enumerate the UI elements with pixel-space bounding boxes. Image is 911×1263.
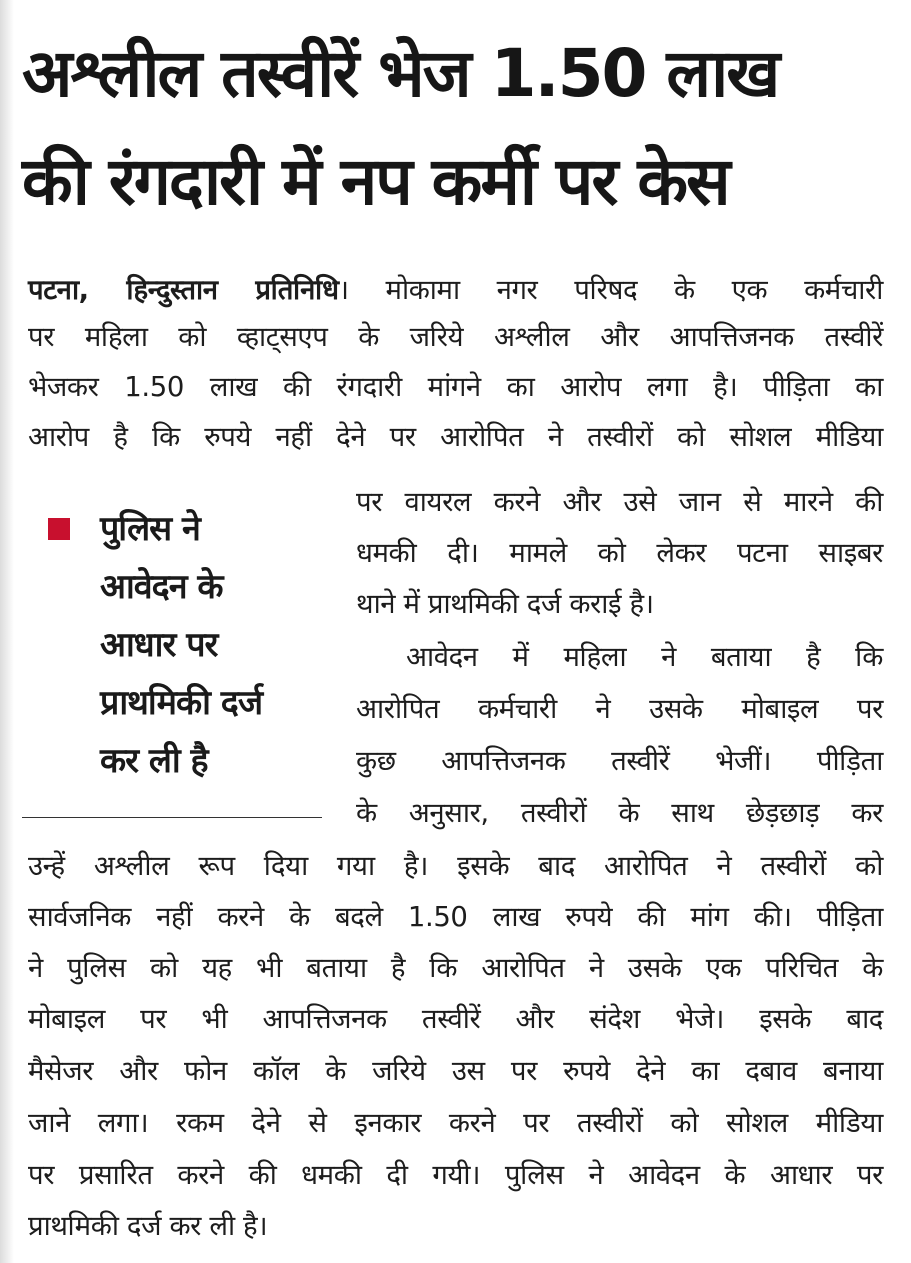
body-line: आरोपित कर्मचारी ने उसके मोबाइल पर [356, 693, 883, 725]
body-line: सार्वजनिक नहीं करने के बदले 1.50 लाख रुपये की मांग की। पीड़िता [28, 901, 883, 933]
square-bullet-icon [48, 518, 70, 540]
headline-line-2: की रंगदारी में नप कर्मी पर केस [22, 143, 729, 220]
body-line: मोबाइल पर भी आपत्तिजनक तस्वीरें और संदेश भेजे। इसके बाद [28, 1003, 883, 1035]
body-line: पर महिला को व्हाट्सएप के जरिये अश्लील और आपत्तिजनक तस्वीरें [28, 321, 883, 353]
pull-quote-line: प्राथमिकी दर्ज [100, 683, 263, 723]
lead-text: । मोकामा नगर परिषद के एक कर्मचारी [338, 274, 883, 306]
body-line: उन्हें अश्लील रूप दिया गया है। इसके बाद आरोपित ने तस्वीरों को [28, 850, 883, 882]
headline-line-1: अश्लील तस्वीरें भेज 1.50 लाख [22, 35, 779, 112]
body-line: आवेदन में महिला ने बताया है कि [406, 641, 883, 673]
body-line: प्राथमिकी दर्ज कर ली है। [28, 1210, 268, 1242]
body-line: थाने में प्राथमिकी दर्ज कराई है। [356, 588, 654, 620]
pull-quote-line: कर ली है [100, 741, 208, 781]
pull-quote-divider [22, 817, 322, 818]
body-line: कुछ आपत्तिजनक तस्वीरें भेजीं। पीड़िता [356, 745, 883, 777]
lead-paragraph-line [28, 266, 883, 314]
pull-quote-line: पुलिस ने [100, 509, 200, 549]
body-line: धमकी दी। मामले को लेकर पटना साइबर [356, 537, 883, 569]
body-line: पर वायरल करने और उसे जान से मारने की [356, 486, 883, 518]
body-line: पर प्रसारित करने की धमकी दी गयी। पुलिस ने आवेदन के आधार पर [28, 1159, 883, 1191]
body-line: भेजकर 1.50 लाख की रंगदारी मांगने का आरोप लगा है। पीड़िता का [28, 371, 883, 403]
body-line: जाने लगा। रकम देने से इनकार करने पर तस्वीरों को सोशल मीडिया [28, 1107, 883, 1139]
pull-quote-line: आवेदन के [100, 567, 223, 607]
body-line: मैसेजर और फोन कॉल के जरिये उस पर रुपये देने का दबाव बनाया [28, 1055, 883, 1087]
pull-quote-line: आधार पर [100, 625, 218, 665]
dateline: पटना, हिन्दुस्तान प्रतिनिधि [28, 274, 339, 306]
body-line: आरोप है कि रुपये नहीं देने पर आरोपित ने तस्वीरों को सोशल मीडिया [28, 421, 883, 453]
body-line: ने पुलिस को यह भी बताया है कि आरोपित ने उसके एक परिचित के [28, 952, 883, 984]
body-line: के अनुसार, तस्वीरों के साथ छेड़छाड़ कर [356, 797, 883, 829]
page-edge-shadow [0, 0, 14, 1263]
